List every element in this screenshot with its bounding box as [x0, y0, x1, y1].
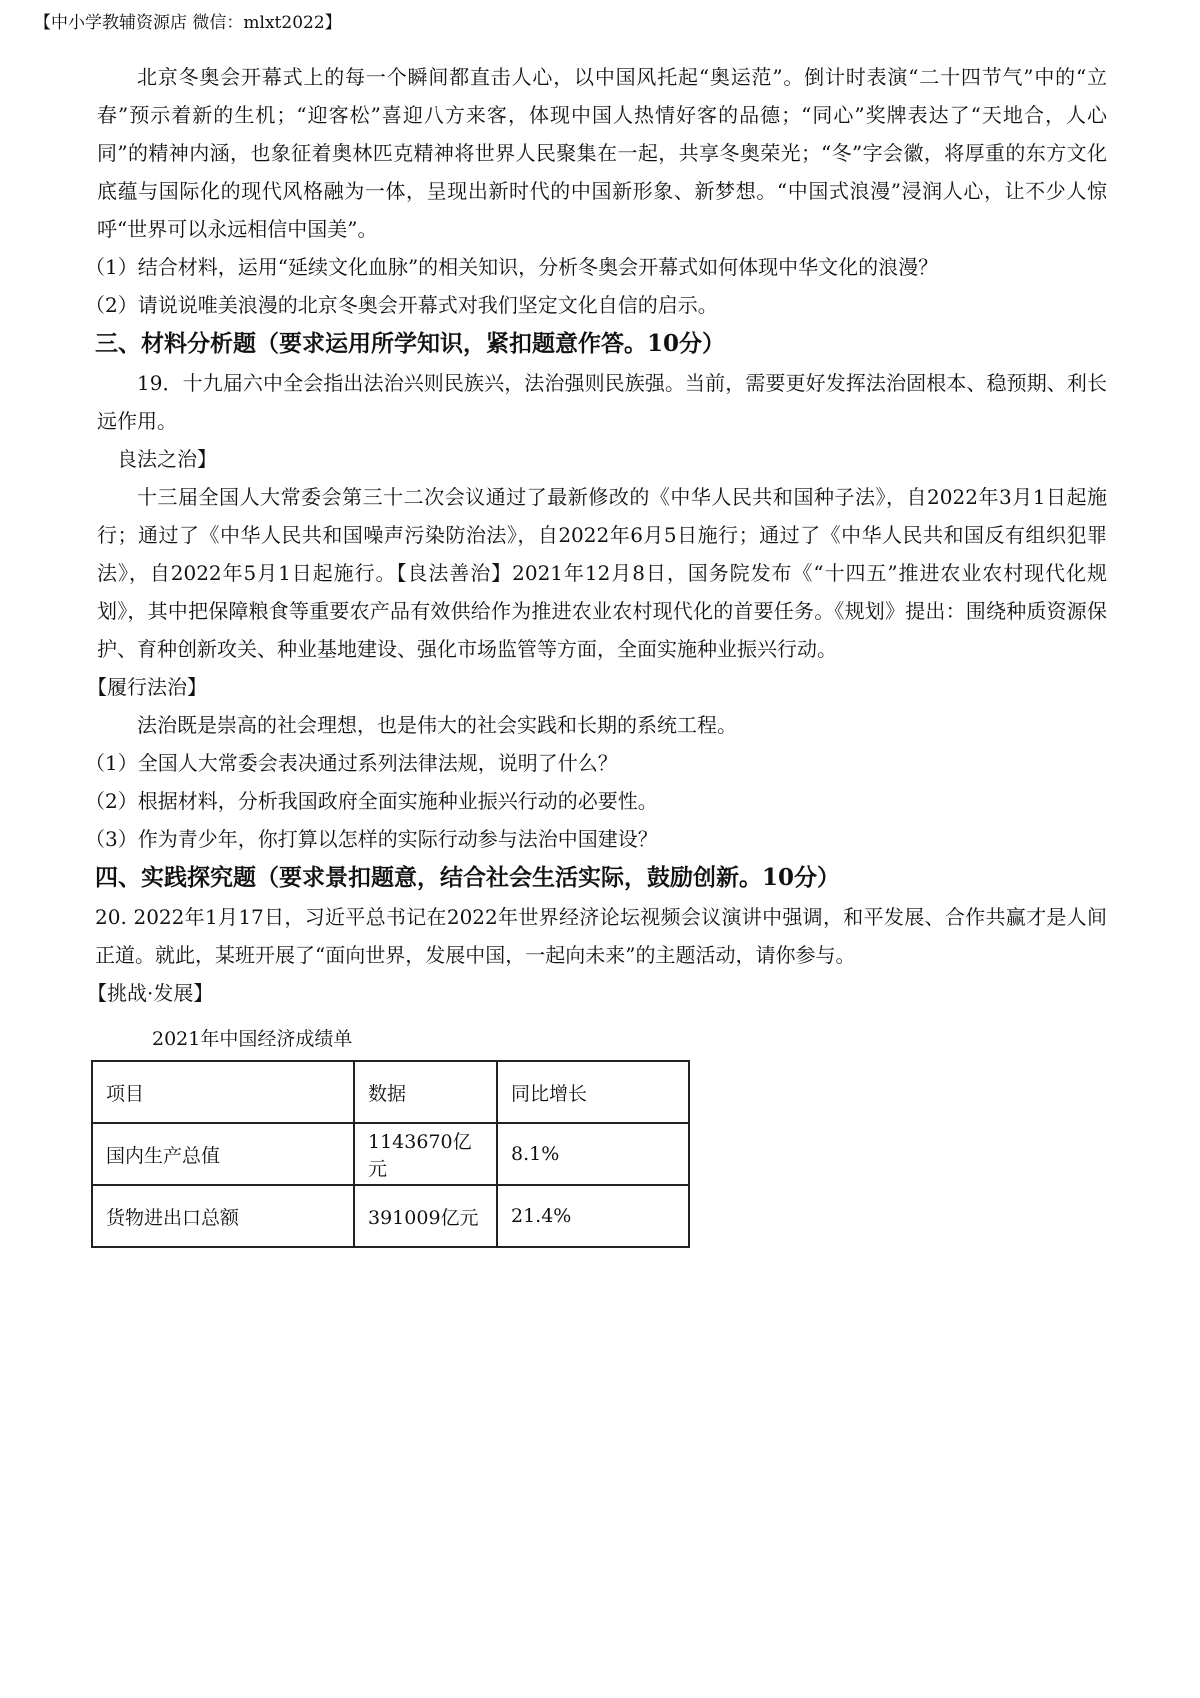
question-19-1: （1）全国人大常委会表决通过系列法律法规，说明了什么？ — [85, 751, 618, 775]
material-18-paragraph: 北京冬奥会开幕式上的每一个瞬间都直击人心，以中国风托起“奥运范”。倒计时表演“二十四节气”中的“立春”预示着新的生机；“迎客松”喜迎八方来客，体现中国人热情好客的品德；“同心”奖牌表达了“天地合，人心同”的精神内涵，也象征着奥林匹克精神将世界人民聚集在一起，共享冬奥荣光；“冬”字会徽，将厚重的东方文化底蕴与国际化的现代风格融为一体，呈现出新时代的中国新形象、新梦想。“中国式浪漫”浸润人心，让不少人惊呼“世界可以永远相信中国美”。 — [97, 65, 1107, 241]
table-header-row — [92, 1061, 689, 1123]
question-19-2: （2）根据材料，分析我国政府全面实施种业振兴行动的必要性。 — [85, 789, 658, 813]
table-cell: 391009亿元 — [354, 1185, 497, 1247]
question-18-1: （1）结合材料，运用“延续文化血脉”的相关知识，分析冬奥会开幕式如何体现中华文化的浪漫？ — [85, 255, 939, 279]
label-lvxing: 【履行法治】 — [87, 675, 207, 699]
document-body — [85, 58, 1107, 1248]
question-19-3: （3）作为青少年，你打算以怎样的实际行动参与法治中国建设？ — [85, 827, 658, 851]
table-row — [92, 1123, 689, 1185]
question-18-2: （2）请说说唯美浪漫的北京冬奥会开幕式对我们坚定文化自信的启示。 — [85, 293, 718, 317]
question-20-intro: 20. 2022年1月17日，习近平总书记在2022年世界经济论坛视频会议演讲中强调，和平发展、合作共赢才是人间正道。就此，某班开展了“面向世界，发展中国，一起向未来”的主题活动，请你参与。 — [95, 905, 1107, 967]
label-liangfa: 良法之治】 — [117, 447, 217, 471]
section-4-title: 四、实践探究题（要求景扣题意，结合社会生活实际，鼓励创新。10分） — [95, 864, 841, 891]
table-header-cell: 数据 — [354, 1061, 497, 1123]
watermark-header: 【中小学教辅资源店 微信：mlxt2022】 — [34, 13, 342, 33]
table-cell: 8.1% — [497, 1123, 689, 1185]
table-header-cell: 项目 — [92, 1061, 354, 1123]
table-header-cell: 同比增长 — [497, 1061, 689, 1123]
label-tiaozhan: 【挑战·发展】 — [87, 981, 214, 1005]
material-19-paragraph-2: 法治既是崇高的社会理想，也是伟大的社会实践和长期的系统工程。 — [137, 713, 737, 737]
material-19-paragraph-1: 十三届全国人大常委会第三十二次会议通过了最新修改的《中华人民共和国种子法》，自2022年3月1日起施行；通过了《中华人民共和国噪声污染防治法》，自2022年6月5日施行；通过了《中华人民共和国反有组织犯罪法》，自2022年5月1日起施行。【良法善治】2021年12月8日，国务院发布《“十四五”推进农业农村现代化规划》，其中把保障粮食等重要农产品有效供给作为推进农业农村现代化的首要任务。《规划》提出：围绕种质资源保护、育种创新攻关、种业基地建设、强化市场监管等方面，全面实施种业振兴行动。 — [97, 485, 1107, 661]
question-19-intro: 19．十九届六中全会指出法治兴则民族兴，法治强则民族强。当前，需要更好发挥法治固根本、稳预期、利长远作用。 — [97, 371, 1107, 433]
section-3-title: 三、材料分析题（要求运用所学知识，紧扣题意作答。10分） — [95, 330, 726, 357]
table-row — [92, 1185, 689, 1247]
economy-table — [91, 1060, 690, 1248]
table-cell: 国内生产总值 — [92, 1123, 354, 1185]
table-cell: 21.4% — [497, 1185, 689, 1247]
table-caption: 2021年中国经济成绩单 — [152, 1028, 353, 1050]
table-cell: 1143670亿元 — [354, 1123, 497, 1185]
table-cell: 货物进出口总额 — [92, 1185, 354, 1247]
